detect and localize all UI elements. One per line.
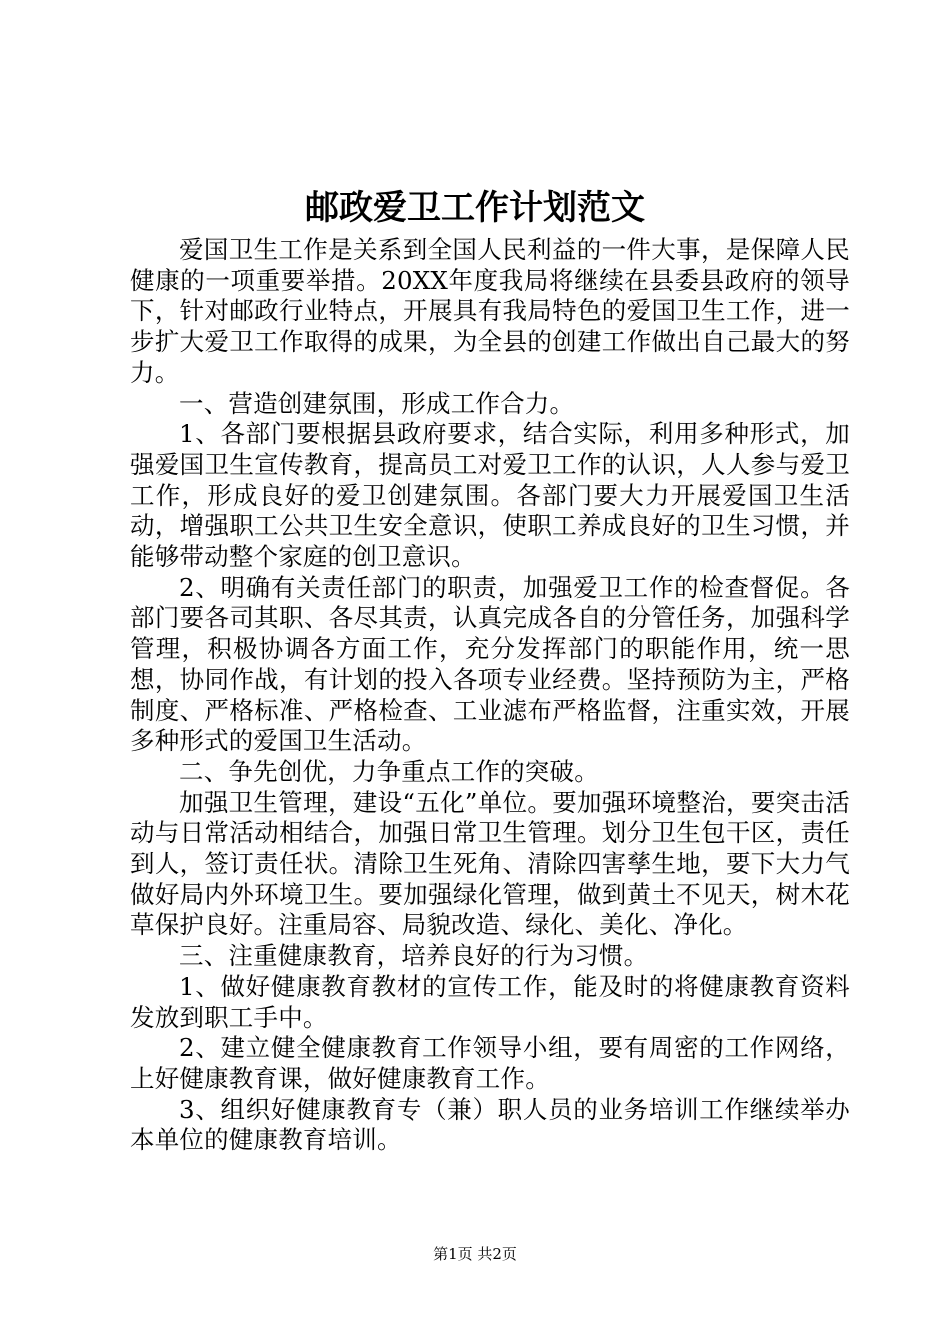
document-body [130,235,850,1156]
paragraph-1-1: 1、各部门要根据县政府要求，结合实际，利用多种形式，加强爱国卫生宣传教育，提高员工对爱卫工作的认识，人人参与爱卫工作，形成良好的爱卫创建氛围。各部门要大力开展爱国卫生活动，增强职工公共卫生安全意识，使职工养成良好的卫生习惯，并能够带动整个家庭的创卫意识。 [130,419,850,572]
page-number-footer: 第1页 共2页 [433,1245,517,1263]
document-title: 邮政爱卫工作计划范文 [305,188,645,228]
paragraph-3-3: 3、组织好健康教育专（兼）职人员的业务培训工作继续举办本单位的健康教育培训。 [130,1094,850,1155]
section-heading-1: 一、营造创建氛围，形成工作合力。 [179,388,575,418]
section-heading-3: 三、注重健康教育，培养良好的行为习惯。 [179,941,649,971]
paragraph-3-2: 2、建立健全健康教育工作领导小组，要有周密的工作网络，上好健康教育课，做好健康教育工作。 [130,1033,850,1093]
paragraph-intro: 爱国卫生工作是关系到全国人民利益的一件大事，是保障人民健康的一项重要举措。20XX年度我局将继续在县委县政府的领导下，针对邮政行业特点，开展具有我局特色的爱国卫生工作，进一步扩大爱卫工作取得的成果，为全县的创建工作做出自己最大的努力。 [130,235,850,387]
paragraph-3-1: 1、做好健康教育教材的宣传工作，能及时的将健康教育资料发放到职工手中。 [130,971,850,1032]
paragraph-1-2: 2、明确有关责任部门的职责，加强爱卫工作的检查督促。各部门要各司其职、各尽其责，认真完成各自的分管任务，加强科学管理，积极协调各方面工作，充分发挥部门的职能作用，统一思想，协同作战，有计划的投入各项专业经费。坚持预防为主，严格制度、严格标准、严格检查、工业滤布严格监督，注重实效，开展多种形式的爱国卫生活动。 [130,572,850,756]
section-heading-2: 二、争先创优，力争重点工作的突破。 [179,756,599,786]
paragraph-2: 加强卫生管理，建设“五化”单位。要加强环境整治，要突击活动与日常活动相结合，加强日常卫生管理。划分卫生包干区，责任到人，签订责任状。清除卫生死角、清除四害孳生地，要下大力气做好局内外环境卫生。要加强绿化管理，做到黄土不见天，树木花草保护良好。注重局容、局貌改造、绿化、美化、净化。 [130,787,850,940]
